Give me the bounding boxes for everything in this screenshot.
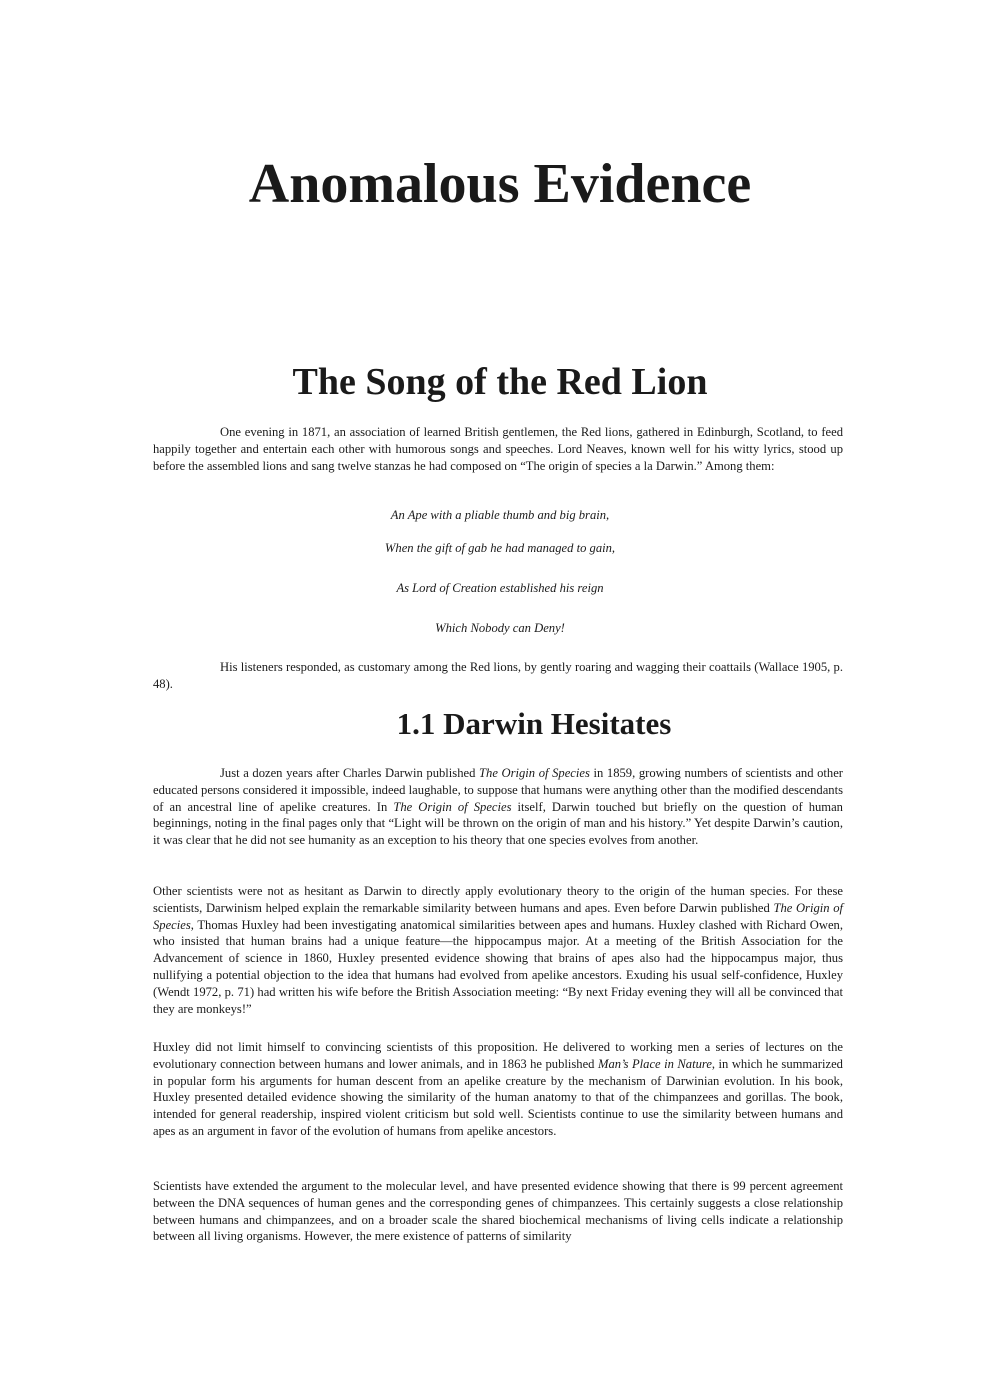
section-title: 1.1 Darwin Hesitates [396, 706, 672, 741]
book-title-citation: Man’s Place in Nature [597, 1056, 712, 1071]
body-paragraph: Other scientists were not as hesitant as Darwin to directly apply evolutionary theory to the origin of the human species. For these scientists, Darwinism helped explain the remarkable similarity between humans and apes. Even before Darwin published The Origin of Species, Thomas Huxley had been investigating anatomical similarities between apes and humans. Huxley clashed with Richard Owen, who insisted that human brains had a unique feature—the hippocampus major. At a meeting of the British Association for the Advancement of science in 1860, Huxley presented evidence showing that brains of apes also had the hippocampus major, thus nullifying a potential objection to the idea that humans had evolved from apelike ancestors. Exuding his usual self-confidence, Huxley (Wendt 1972, p. 71) had written his wife before the British Association meeting: “By next Friday evening they will all be convinced that they are monkeys!” [153, 884, 843, 1016]
book-title-citation: The Origin of Species [393, 799, 512, 814]
intro-closing-paragraph: His listeners responded, as customary among the Red lions, by gently roaring and wagging their coattails (Wallace 1905, p. 48). [153, 660, 843, 691]
verse-line: An Ape with a pliable thumb and big brain, [390, 508, 610, 522]
book-title-citation: The Origin of Species [479, 766, 590, 780]
chapter-title: The Song of the Red Lion [292, 361, 708, 403]
verse-line: Which Nobody can Deny! [435, 621, 565, 635]
verse-line: As Lord of Creation established his reign [396, 581, 604, 595]
verse-line: When the gift of gab he had managed to gain, [384, 541, 616, 555]
body-paragraph: Just a dozen years after Charles Darwin published The Origin of Species in 1859, growing numbers of scientists and other educated persons considered it impossible, indeed laughable, to suppose that humans were anything other than the modified descendants of an ancestral line of apelike creatures. In The Origin of Species itself, Darwin touched but briefly on the question of human beginnings, noting in the final pages only that “Light will be thrown on the origin of man and his history.” Yet despite Darwin’s caution, it was clear that he did not see humanity as an exception to his theory that one species evolves from another. [153, 766, 843, 848]
body-paragraph: Huxley did not limit himself to convincing scientists of this proposition. He delivered to working men a series of lectures on the evolutionary connection between humans and lower animals, and in 1863 he published Man’s Place in Nature, in which he summarized in popular form his arguments for human descent from an apelike creature by the mechanism of Darwinian evolution. In his book, Huxley presented detailed evidence showing the similarity of the human anatomy to that of the chimpanzees and gorillas. The book, intended for general readership, inspired violent criticism but sold well. Scientists continue to use the similarity between humans and apes as an argument in favor of the evolution of humans from apelike ancestors. [153, 1040, 843, 1138]
book-title-citation: The Origin of Species [153, 900, 843, 932]
book-title: Anomalous Evidence [248, 153, 752, 215]
intro-paragraph: One evening in 1871, an association of learned British gentlemen, the Red lions, gathered in Edinburgh, Scotland, to feed happily together and entertain each other with humorous songs and speeches. Lord Neaves, known well for his witty lyrics, stood up before the assembled lions and sang twelve stanzas he had composed on “The origin of species a la Darwin.” Among them: [153, 425, 843, 473]
body-paragraph: Scientists have extended the argument to the molecular level, and have presented evidence showing that there is 99 percent agreement between the DNA sequences of human genes and the corresponding genes of chimpanzees. This certainly suggests a close relationship between humans and chimpanzees, and on a broader scale the shared biochemical mechanisms of living cells indicate a relationship between all living organisms. However, the mere existence of patterns of similarity [153, 1179, 843, 1244]
